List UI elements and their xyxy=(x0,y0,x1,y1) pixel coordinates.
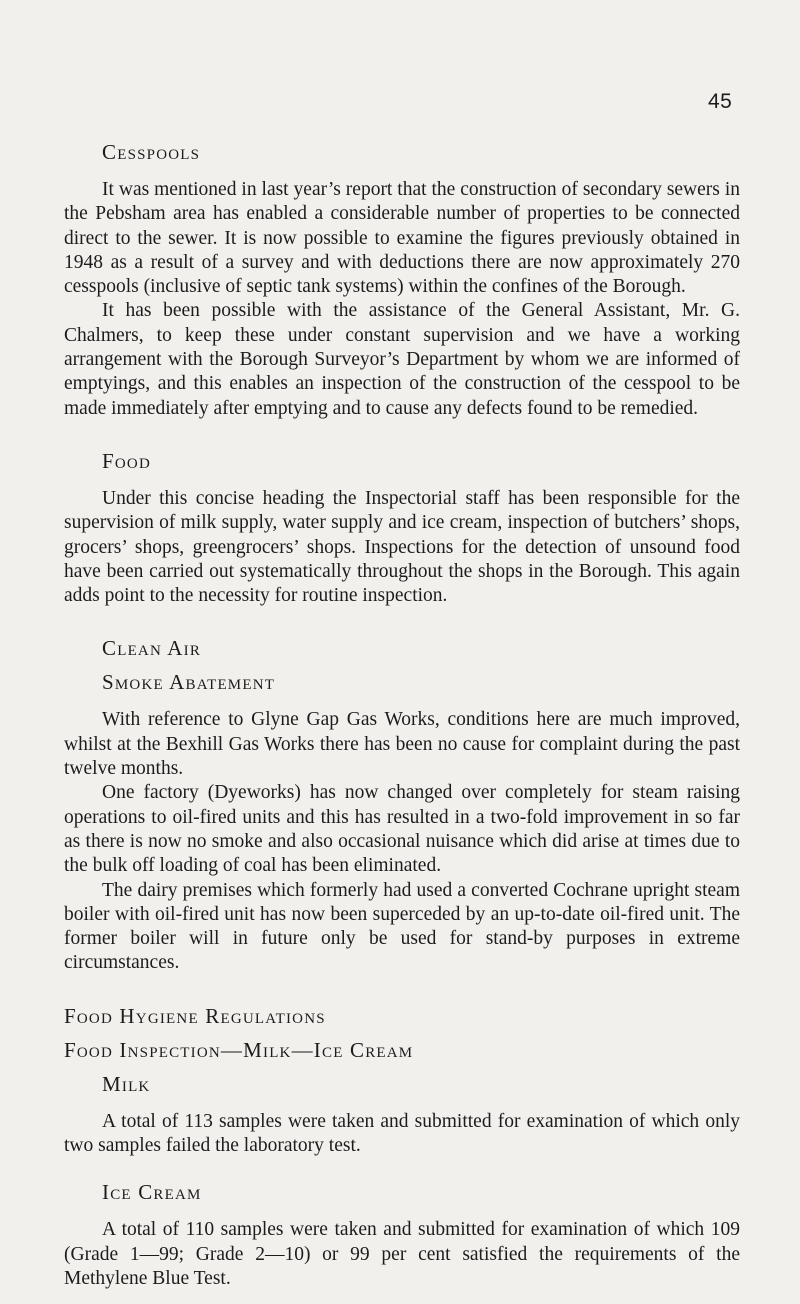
heading-ice-cream: Ice Cream xyxy=(102,1180,202,1205)
paragraph-clean-air-1: With reference to Glyne Gap Gas Works, conditions here are much improved, whilst at the Bexhill Gas Works there has been no cause for complaint during the past twelve months. xyxy=(64,709,740,780)
heading-cesspools: Cesspools xyxy=(102,140,201,164)
paragraph-milk-1: A total of 113 samples were taken and submitted for examination of which only two samples failed the laboratory test. xyxy=(64,1110,740,1157)
paragraph-clean-air-2: One factory (Dyeworks) has now changed over completely for steam raising operations to oil-fired units and this has resulted in a two-fold improvement in so far as there is now no smoke and also occasional nuisance which did arise at times due to the bulk off loading of coal has been eliminated. xyxy=(64,782,740,877)
paragraph-food-1: Under this concise heading the Inspectorial staff has been responsible for the supervision of milk supply, water supply and ice cream, inspection of butchers’ shops, grocers’ shops, greengrocers’ shops. Inspections for the detection of unsound food have been carried out systematically throughout the shops in the Borough. This again adds point to the necessity for routine inspection. xyxy=(64,487,740,607)
page-number: 45 xyxy=(708,90,733,113)
heading-food-hygiene: Food Hygiene Regulations xyxy=(64,1003,326,1028)
paragraph-ice-cream-1: A total of 110 samples were taken and submitted for examination of which 109 (Grade 1—99; Grade 2—10) or 99 per cent satisfied the requirements of the Methylene Blue Test. xyxy=(64,1219,740,1289)
page-content xyxy=(64,140,740,1291)
paragraph-cesspools-1: It was mentioned in last year’s report that the construction of secondary sewers in the Pebsham area has enabled a considerable number of properties to be connected direct to the sewer. It is now possible to examine the figures previously obtained in 1948 as a result of a survey and with deductions there are now approximately 270 cesspools (inclusive of septic tank systems) within the confines of the Borough. xyxy=(64,179,740,298)
heading-clean-air: Clean Air xyxy=(102,636,202,661)
subheading-food-inspection: Food Inspection—Milk—Ice Cream xyxy=(64,1037,414,1062)
heading-milk: Milk xyxy=(102,1071,151,1096)
heading-food: Food xyxy=(102,448,151,473)
paragraph-cesspools-2: It has been possible with the assistance of the General Assistant, Mr. G. Chalmers, to keep these under constant supervision and we have a working arrangement with the Borough Surveyor’s Department by whom we are informed of emptyings, and this enables an inspection of the construction of the cesspool to be made immediately after emptying and to cause any defects found to be remedied. xyxy=(64,300,740,419)
paragraph-clean-air-3: The dairy premises which formerly had used a converted Cochrane upright steam boiler with oil-fired unit has now been superceded by an up-to-date oil-fired unit. The former boiler will in future only be used for stand-by purposes in extreme circumstances. xyxy=(64,879,740,974)
subheading-smoke-abatement: Smoke Abatement xyxy=(102,670,276,695)
